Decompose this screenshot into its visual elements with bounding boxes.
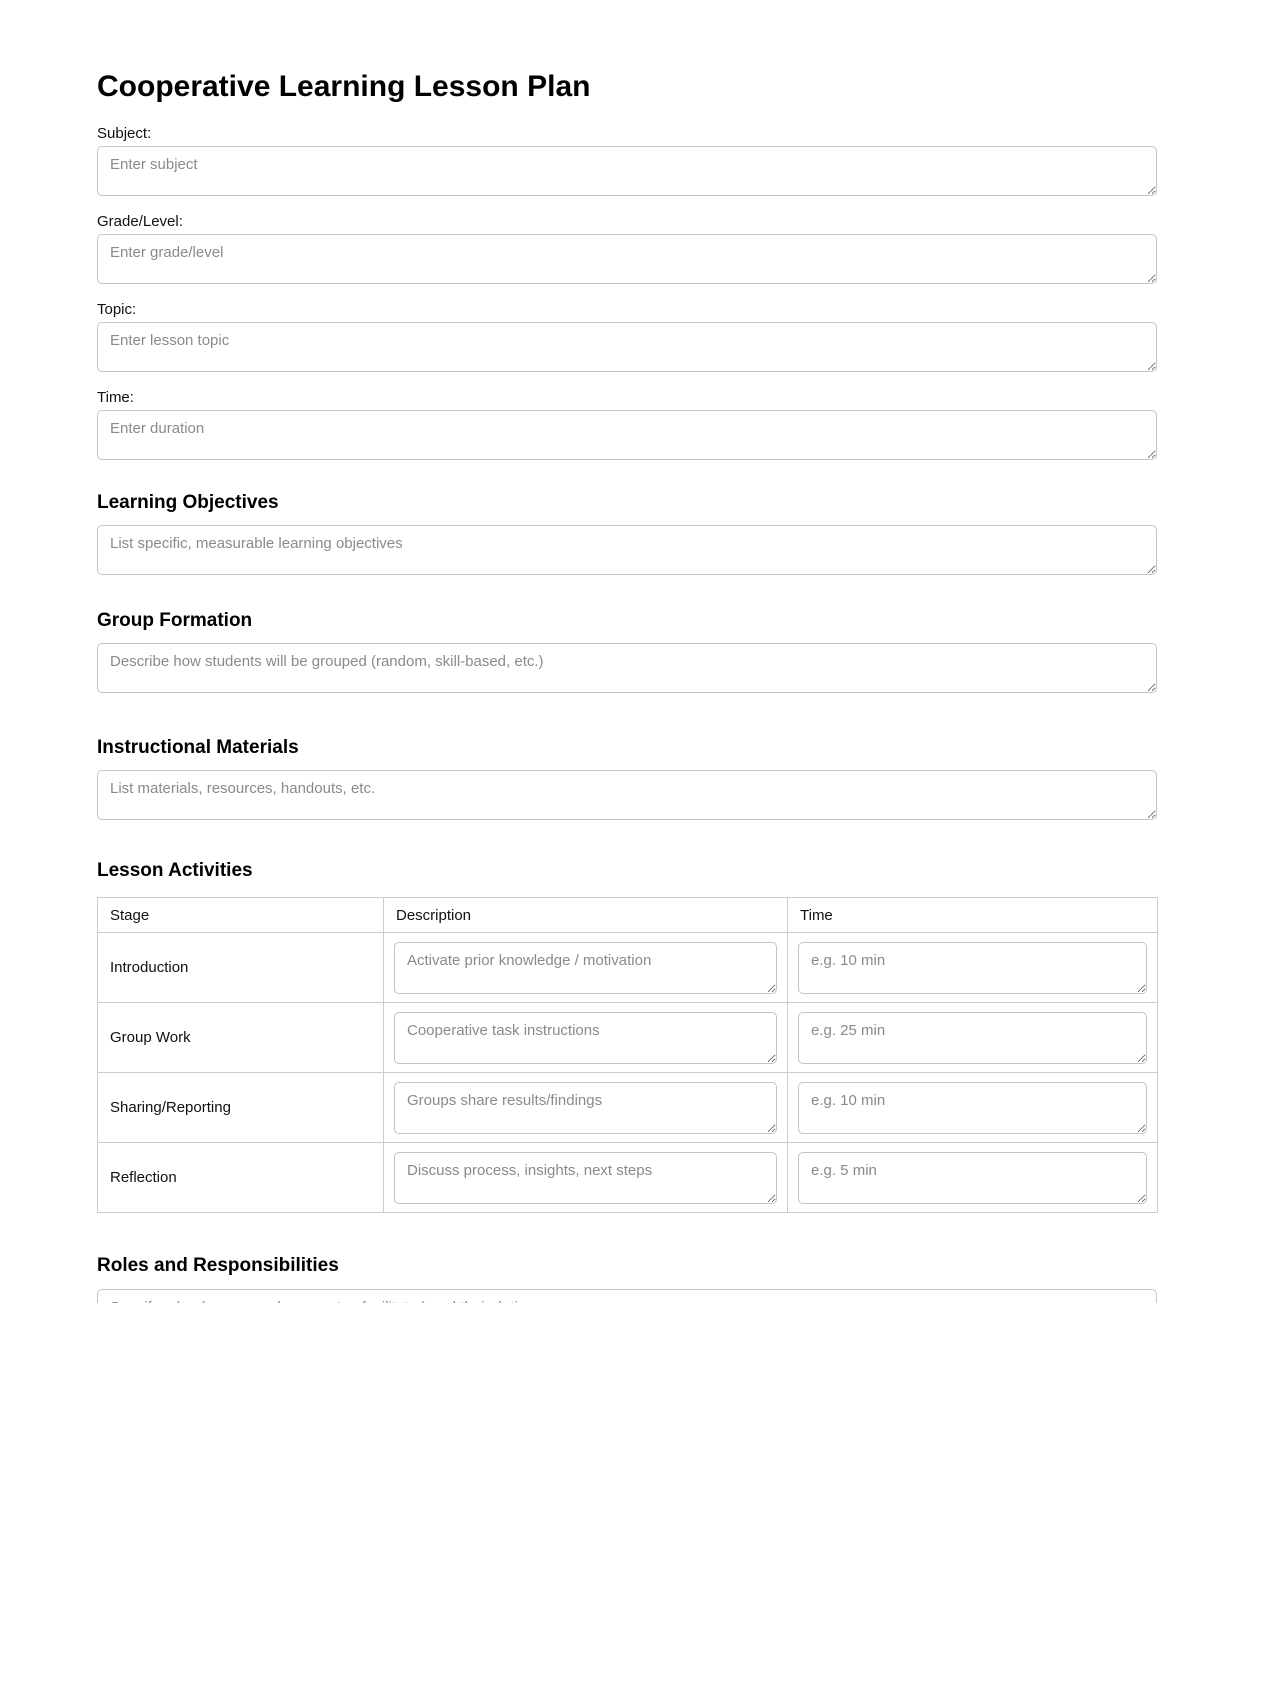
group-formation-input[interactable] bbox=[97, 643, 1157, 693]
grade-level-label: Grade/Level: bbox=[97, 213, 183, 230]
stage-label: Sharing/Reporting bbox=[98, 1073, 384, 1143]
stage-label: Group Work bbox=[98, 1003, 384, 1073]
roles-responsibilities-input[interactable] bbox=[97, 1289, 1157, 1303]
page-title: Cooperative Learning Lesson Plan bbox=[97, 70, 591, 103]
group-formation-heading: Group Formation bbox=[97, 610, 253, 631]
lesson-plan-form bbox=[97, 70, 1157, 1303]
introduction-time-input[interactable] bbox=[798, 942, 1147, 994]
introduction-description-input[interactable] bbox=[394, 942, 777, 994]
time-label: Time: bbox=[97, 389, 134, 406]
reflection-time-input[interactable] bbox=[798, 1152, 1147, 1204]
topic-label: Topic: bbox=[97, 301, 137, 318]
lesson-activities-table bbox=[97, 897, 1158, 1213]
sharing-reporting-time-input[interactable] bbox=[798, 1082, 1147, 1134]
topic-input[interactable] bbox=[97, 322, 1157, 372]
learning-objectives-input[interactable] bbox=[97, 525, 1157, 575]
column-header-stage: Stage bbox=[98, 898, 384, 933]
table-row-sharing-reporting bbox=[98, 1073, 1158, 1143]
group-work-time-input[interactable] bbox=[798, 1012, 1147, 1064]
stage-label: Introduction bbox=[98, 933, 384, 1003]
table-row-reflection bbox=[98, 1143, 1158, 1213]
reflection-description-input[interactable] bbox=[394, 1152, 777, 1204]
lesson-activities-heading: Lesson Activities bbox=[97, 860, 253, 881]
subject-label: Subject: bbox=[97, 125, 152, 142]
instructional-materials-input[interactable] bbox=[97, 770, 1157, 820]
column-header-time: Time bbox=[788, 898, 1158, 933]
roles-responsibilities-heading: Roles and Responsibilities bbox=[97, 1255, 339, 1276]
learning-objectives-heading: Learning Objectives bbox=[97, 492, 279, 513]
table-row-group-work bbox=[98, 1003, 1158, 1073]
subject-input[interactable] bbox=[97, 146, 1157, 196]
table-header-row bbox=[98, 898, 1158, 933]
time-input[interactable] bbox=[97, 410, 1157, 460]
group-work-description-input[interactable] bbox=[394, 1012, 777, 1064]
column-header-description: Description bbox=[384, 898, 788, 933]
stage-label: Reflection bbox=[98, 1143, 384, 1213]
instructional-materials-heading: Instructional Materials bbox=[97, 737, 299, 758]
table-row-introduction bbox=[98, 933, 1158, 1003]
grade-level-input[interactable] bbox=[97, 234, 1157, 284]
sharing-reporting-description-input[interactable] bbox=[394, 1082, 777, 1134]
